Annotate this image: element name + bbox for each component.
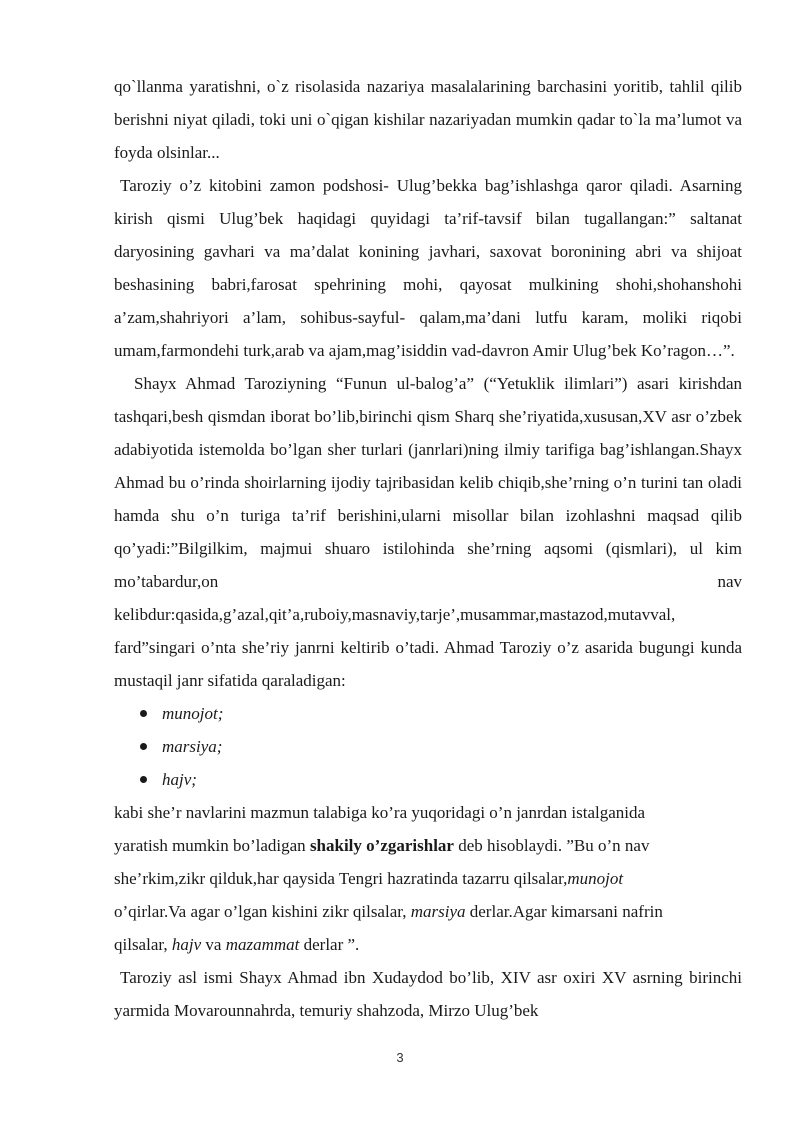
list-item-text: hajv; xyxy=(162,770,197,789)
text-run: qilsalar, xyxy=(114,935,172,954)
text-run: deb hisoblaydi. ”Bu o’n nav xyxy=(453,836,650,855)
text-line xyxy=(114,829,742,862)
genre-list xyxy=(114,697,742,796)
paragraph-ulugbek-dedication: Taroziy o’z kitobini zamon podshosi- Ulug’bekka bag’ishlashga qaror qiladi. Asarning kirish qismi Ulug’bek haqidagi quyidagi ta’rif-tavsif bilan tugallangan:” saltanat daryosining gavhari va ma’dalat konining javhari, saxovat boronining abri va shijoat beshasining babri,farosat spehrining mohi, qayosat mulkining shohi,shohanshohi a’zam,shahriyori a’lam, sohibus-sayful- qalam,ma’dani lutfu karam, moliki riqobi umam,farmondehi turk,arab va ajam,mag’isiddin vad-davron Amir Ulug’bek Ko’ragon…”. xyxy=(114,176,742,360)
bullet-dot-icon xyxy=(140,743,147,750)
document-page xyxy=(114,70,742,1027)
text-line xyxy=(114,895,742,928)
text-run: kabi she’r navlarini mazmun talabiga ko’ra yuqoridagi o’n janrdan istalganida xyxy=(114,803,646,822)
paragraph-intro-continuation: qo`llanma yaratishni, o`z risolasida nazariya masalalarining barchasini yoritib, tahlil qilib berishni niyat qiladi, toki uni o`qigan kishilar nazariyadan mumkin qadar to`la ma’lumot va foyda olsinlar... xyxy=(114,77,742,162)
text-line xyxy=(114,928,742,961)
italic-term: hajv xyxy=(171,935,202,954)
list-item xyxy=(140,763,742,796)
italic-term: marsiya xyxy=(410,902,466,921)
text-run: derlar ”. xyxy=(299,935,360,954)
text-run: derlar.Agar kimarsani nafrin xyxy=(465,902,663,921)
list-item-text: marsiya; xyxy=(162,737,223,756)
list-item xyxy=(140,697,742,730)
page-number: 3 xyxy=(396,1050,404,1065)
paragraph-taroziy-biography: Taroziy asl ismi Shayx Ahmad ibn Xudaydod bo’lib, XIV asr oxiri XV asrning birinchi yarmida Movarounnahrda, temuriy shahzoda, Mirzo Ulug’bek xyxy=(114,968,742,1020)
bullet-dot-icon xyxy=(140,710,147,717)
list-item xyxy=(140,730,742,763)
bold-term: shakily o’zgarishlar xyxy=(309,836,454,855)
text-run: va xyxy=(201,935,226,954)
text-line xyxy=(114,862,742,895)
list-item-text: munojot; xyxy=(162,704,224,723)
text-run: yaratish mumkin bo’ladigan xyxy=(114,836,310,855)
text-run: o’qirlar.Va agar o’lgan kishini zikr qilsalar, xyxy=(114,902,411,921)
paragraph-funun-ul-baloga: Shayx Ahmad Taroziyning “Funun ul-balog’a” (“Yetuklik ilimlari”) asari kirishdan tashqari,besh qismdan iborat bo’lib,birinchi qism Sharq she’riyatida,xususan,XV asr o’zbek adabiyotida istemolda bo’lgan sher turlari (janrlari)ning ilmiy tarifiga bag’ishlangan.Shayx Ahmad bu o’rinda shoirlarning ijodiy tajribasidan kelib chiqib,she’rning o’n turini tan oladi hamda shu o’n turiga ta’rif berishini,ularni misollar bilan izohlashni maqsad qilib qo’yadi:”Bilgilkim, majmui shuaro istilohinda she’rning aqsomi (qismlari), ul kim mo’tabardur,on nav kelibdur:qasida,g’azal,qit’a,ruboiy,masnaviy,tarje’,musammar,mastazod,mutavval, fard”singari o’nta she’riy janrni keltirib o’tadi. Ahmad Taroziy o’z asarida bugungi kunda mustaqil janr sifatida qaraladigan: xyxy=(114,374,742,690)
paragraph-genre-variations xyxy=(114,796,742,961)
bullet-dot-icon xyxy=(140,776,147,783)
text-run: she’rkim,zikr qilduk,har qaysida Tengri hazratinda tazarru qilsalar, xyxy=(114,869,568,888)
italic-term: munojot xyxy=(567,869,624,888)
italic-term: mazammat xyxy=(225,935,300,954)
text-line xyxy=(114,796,742,829)
